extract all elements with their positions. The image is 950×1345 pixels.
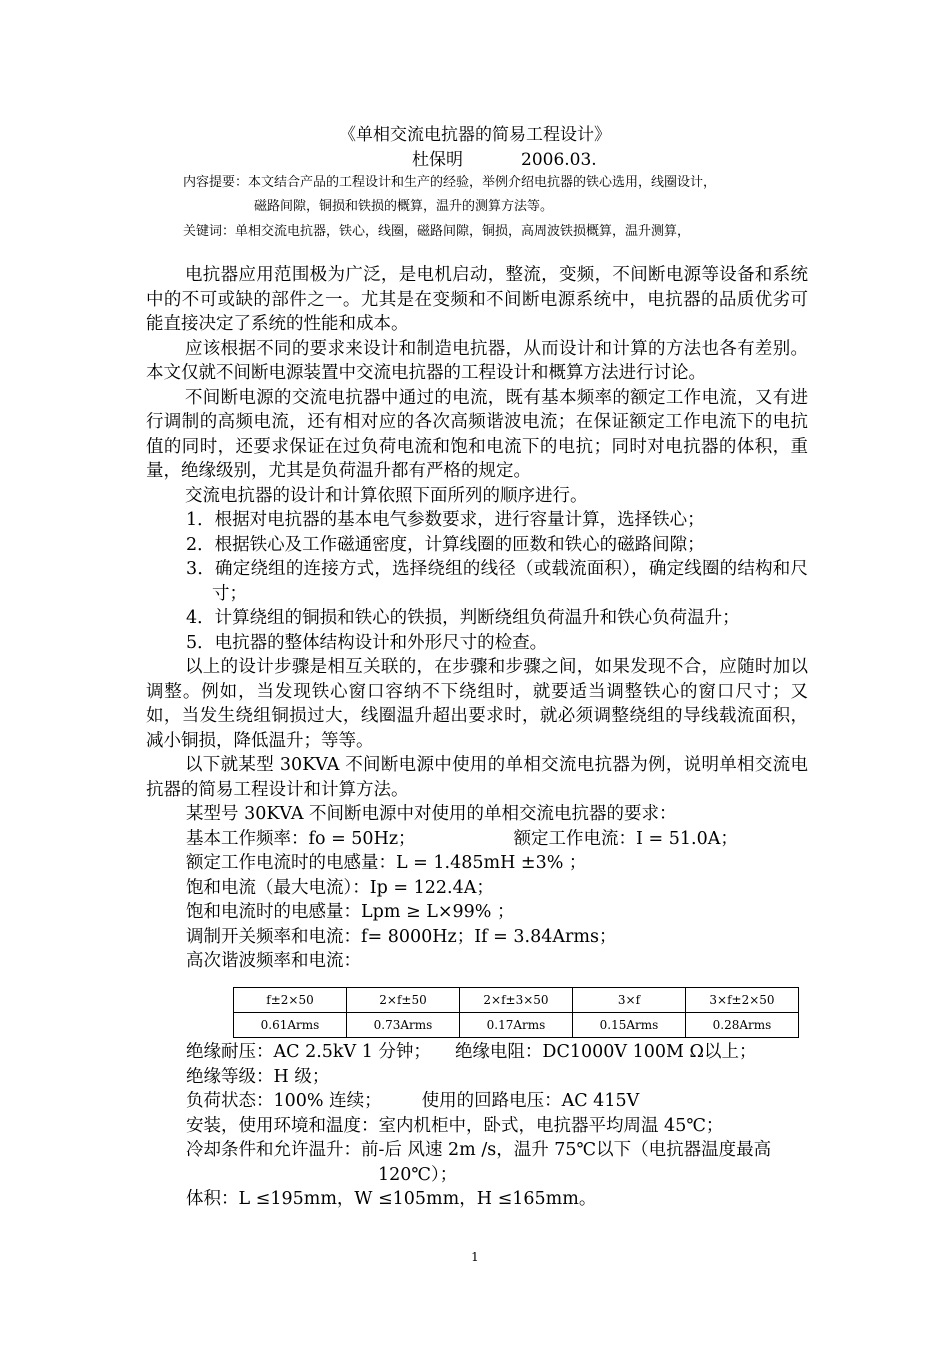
abstract-line-1: 内容提要：本文结合产品的工程设计和生产的经验，举例介绍电抗器的铁心选用，线圈设计， <box>183 175 717 190</box>
spec-insulation-resistance: 绝缘电阻：DC1000V 100M Ω以上； <box>454 1042 757 1062</box>
table-header-cell: 3×f <box>573 988 686 1013</box>
requirement-rated-current: 额定工作电流：I = 51.0A； <box>513 828 738 849</box>
list-item: 4．计算绕组的铜损和铁心的铁损，判断绕组负荷温升和铁心负荷温升； <box>186 608 740 628</box>
requirement-saturation-inductance: 饱和电流时的电感量：Lpm ≥ L×99% ； <box>186 902 515 922</box>
spec-installation: 安装，使用环境和温度：室内机柜中，卧式，电抗器平均周温 45℃； <box>186 1115 724 1136</box>
table-header-cell: 2×f±50 <box>347 988 460 1013</box>
keywords: 关键词：单相交流电抗器，铁心，线圈，磁路间隙，铜损，高周波铁损概算，温升测算， <box>183 224 691 239</box>
paragraph: 不间断电源的交流电抗器中通过的电流，既有基本频率的额定工作电流，又有进行调制的高频电流，还有相对应的各次高频谐波电流；在保证额定工作电流下的电抗值的同时，还要求保证在过负荷电流和饱和电流下的电抗；同时对电抗器的体积，重量，绝缘级别，尤其是负荷温升都有严格的规定。 <box>146 387 808 481</box>
spec-withstand-voltage: 绝缘耐压：AC 2.5kV 1 分钟； <box>186 1042 431 1062</box>
body-section-main <box>146 263 808 974</box>
requirement-harmonics-label: 高次谐波频率和电流： <box>186 951 361 971</box>
list-item: 1．根据对电抗器的基本电气参数要求，进行容量计算，选择铁心； <box>186 510 705 530</box>
table-row <box>234 1013 799 1038</box>
requirement-frequency: 基本工作频率：fo = 50Hz； <box>186 828 416 849</box>
table-cell: 0.73Arms <box>347 1013 460 1038</box>
requirement-line <box>146 827 808 852</box>
author-line <box>412 145 597 170</box>
harmonics-table <box>233 987 799 1038</box>
table-header-cell: 2×f±3×50 <box>460 988 573 1013</box>
table-cell: 0.28Arms <box>686 1013 799 1038</box>
spec-insulation-class: 绝缘等级：H 级； <box>186 1066 330 1087</box>
requirement-saturation-current: 饱和电流（最大电流）：Ip = 122.4A； <box>186 877 494 898</box>
spec-volume: 体积：L ≤195mm，W ≤105mm，H ≤165mm。 <box>186 1189 597 1209</box>
paragraph: 以上的设计步骤是相互关联的，在步骤和步骤之间，如果发现不合，应随时加以调整。例如，当发现铁心窗口容纳不下绕组时，就要适当调整铁心的窗口尺寸；又如，当发生绕组铜损过大，线圈温升超出要求时，就必须调整绕组的导线载流面积，减小铜损，降低温升；等等。 <box>146 657 808 751</box>
requirement-switching: 调制开关频率和电流：f= 8000Hz；If = 3.84Arms； <box>186 926 617 947</box>
spec-line <box>146 1089 808 1114</box>
table-cell: 0.61Arms <box>234 1013 347 1038</box>
spec-load-state: 负荷状态：100% 连续； <box>186 1091 382 1111</box>
paragraph: 应该根据不同的要求来设计和制造电抗器，从而设计和计算的方法也各有差别。本文仅就不间断电源装置中交流电抗器的工程设计和概算方法进行讨论。 <box>146 338 808 383</box>
paragraph: 电抗器应用范围极为广泛，是电机启动，整流，变频，不间断电源等设备和系统中的不可或缺的部件之一。尤其是在变频和不间断电源系统中，电抗器的品质优劣可能直接决定了系统的性能和成本。 <box>146 265 808 334</box>
list-item: 3．确定绕组的连接方式，选择绕组的线径（或载流面积），确定线圈的结构和尺寸； <box>186 559 808 604</box>
spec-line <box>146 1040 808 1065</box>
requirements-intro: 某型号 30KVA 不间断电源中对使用的单相交流电抗器的要求： <box>186 804 677 824</box>
requirement-inductance: 额定工作电流时的电感量：L = 1.485mH ±3% ； <box>186 853 587 873</box>
list-item: 5．电抗器的整体结构设计和外形尺寸的检查。 <box>186 632 548 653</box>
document-date: 2006.03. <box>521 150 597 170</box>
abstract-line-2: 磁路间隙，铜损和铁损的概算，温升的测算方法等。 <box>254 199 554 214</box>
spec-cooling-continued: 120℃）； <box>378 1164 458 1185</box>
list-item: 2．根据铁心及工作磁通密度，计算线圈的匝数和铁心的磁路间隙； <box>186 534 705 555</box>
table-header-cell: 3×f±2×50 <box>686 988 799 1013</box>
paragraph: 以下就某型 30KVA 不间断电源中使用的单相交流电抗器为例，说明单相交流电抗器的简易工程设计和计算方法。 <box>146 755 808 800</box>
body-section-specs <box>146 1040 808 1212</box>
spec-loop-voltage: 使用的回路电压：AC 415V <box>421 1091 640 1111</box>
table-cell: 0.15Arms <box>573 1013 686 1038</box>
table-cell: 0.17Arms <box>460 1013 573 1038</box>
author-name: 杜保明 <box>412 150 463 170</box>
document-title: 《单相交流电抗器的简易工程设计》 <box>339 125 611 145</box>
table-header-cell: f±2×50 <box>234 988 347 1013</box>
page-number: 1 <box>471 1250 479 1264</box>
paragraph: 交流电抗器的设计和计算依照下面所列的顺序进行。 <box>185 485 588 506</box>
spec-cooling: 冷却条件和允许温升：前-后 风速 2m /s，温升 75℃以下（电抗器温度最高 <box>186 1140 772 1160</box>
table-row <box>234 988 799 1013</box>
